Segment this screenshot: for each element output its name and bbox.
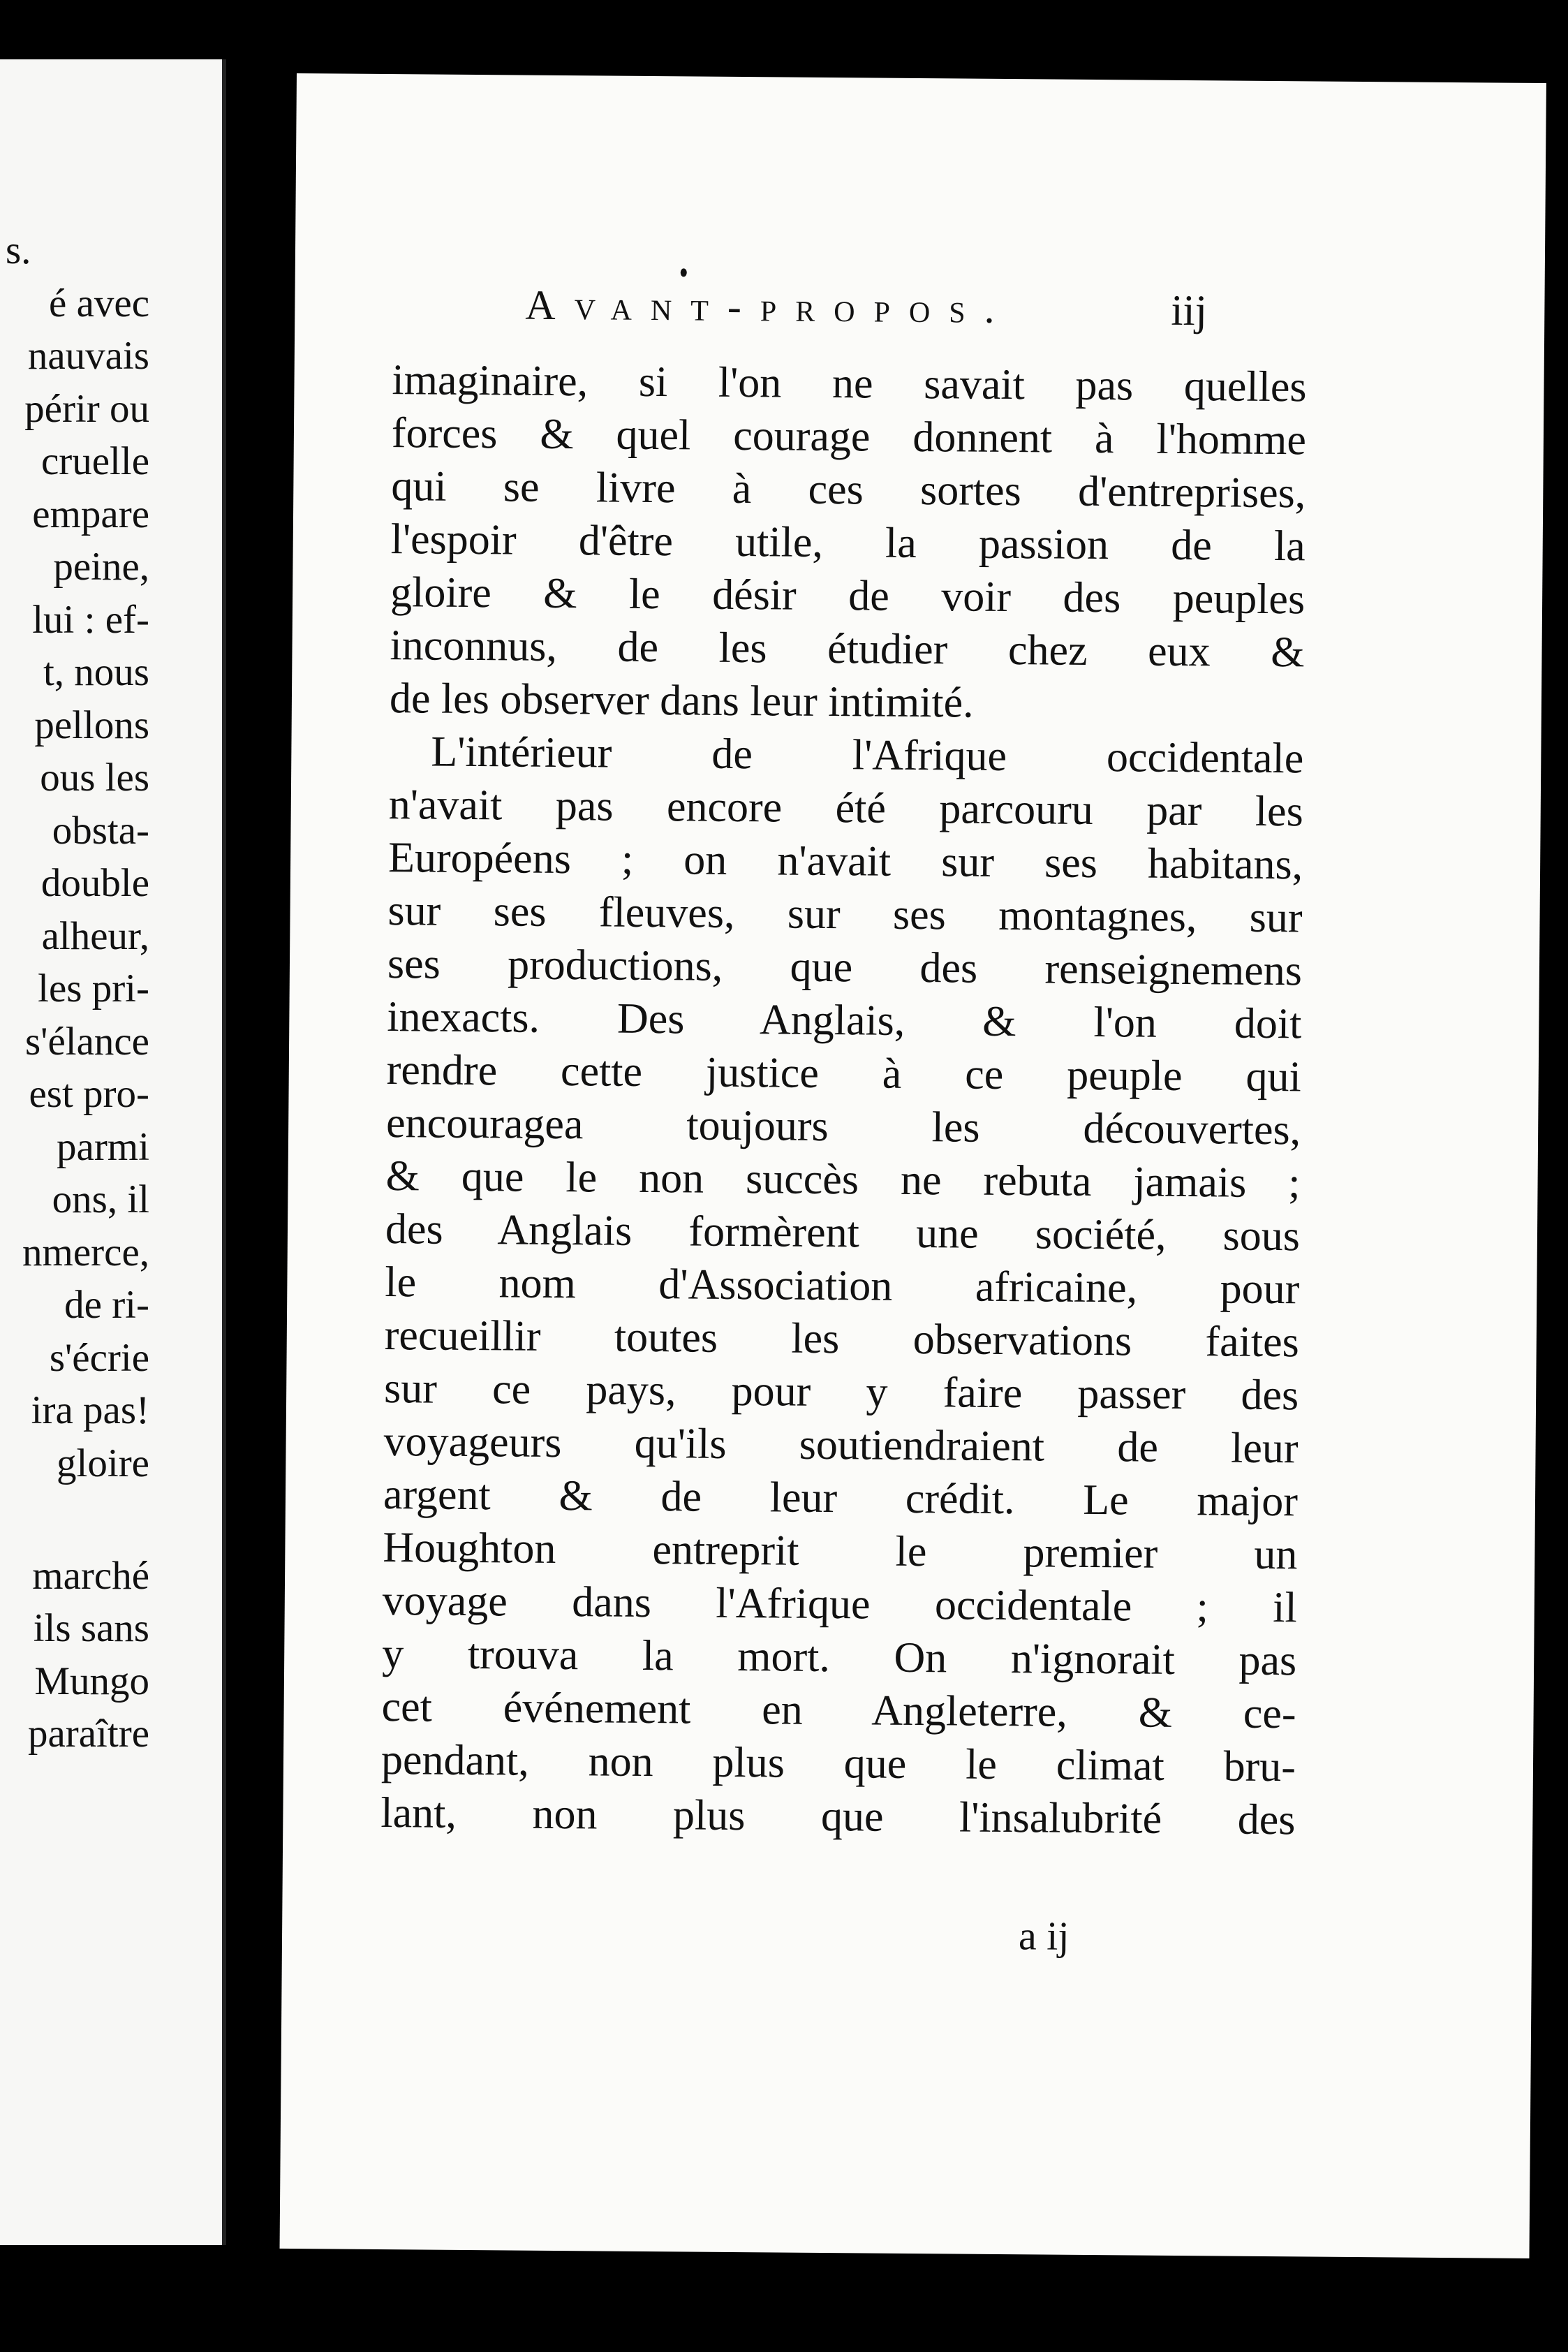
text-line: inexacts. Des Anglais, & l'on doit: [387, 993, 1302, 1048]
left-page-line: est pro-: [29, 1072, 149, 1116]
body-text: [380, 353, 1307, 1846]
left-page-line: ira pas!: [31, 1388, 149, 1432]
left-page-line: pellons: [34, 703, 149, 747]
left-page-line: peine,: [53, 545, 149, 589]
signature-mark: a ij: [1018, 1913, 1070, 1959]
text-line: Européens ; on n'avait sur ses habitans,: [387, 834, 1303, 889]
text-line: le nom d'Association africaine, pour: [385, 1258, 1300, 1314]
text-line: n'avait pas encore été parcouru par les: [388, 781, 1304, 836]
text-line: lant, non plus que l'insalubrité des: [380, 1789, 1296, 1844]
left-page-line: t, nous: [43, 650, 149, 694]
text-line: & que le non succès ne rebuta jamais ;: [385, 1152, 1301, 1207]
left-page-line: gloire: [57, 1441, 149, 1485]
text-line: rendre cette justice à ce peuple qui: [386, 1046, 1302, 1101]
text-line: pendant, non plus que le climat bru-: [380, 1736, 1296, 1791]
left-page-line: cruelle: [40, 439, 149, 483]
text-line: recueillir toutes les observations faites: [384, 1311, 1300, 1367]
left-page-line: périr ou: [24, 386, 149, 431]
text-line: y trouva la mort. On n'ignorait pas: [381, 1630, 1297, 1685]
text-line: L'intérieur de l'Afrique occidentale: [431, 728, 1304, 783]
left-page-line: ils sans: [33, 1606, 149, 1650]
left-page-line: paraître: [27, 1712, 149, 1756]
ink-speck: [681, 268, 687, 277]
text-line: des Anglais formèrent une société, sous: [385, 1205, 1301, 1260]
page-number: iij: [1171, 286, 1208, 335]
left-page-line: s'élance: [25, 1019, 149, 1064]
text-line: cet événement en Angleterre, & ce-: [381, 1683, 1296, 1738]
left-page-line: ous les: [40, 756, 149, 800]
text-line: qui se livre à ces sortes d'entreprises,: [391, 462, 1306, 517]
left-page-line: de ri-: [64, 1283, 149, 1327]
right-page: [280, 73, 1546, 2258]
text-line: forces & quel courage donnent à l'homme: [391, 409, 1307, 464]
left-page-line: nauvais: [27, 334, 149, 378]
left-page-line: marché: [32, 1553, 149, 1598]
text-line: l'espoir d'être utile, la passion de la: [390, 515, 1306, 571]
text-line: sur ce pays, pour y faire passer des: [383, 1365, 1299, 1420]
text-line: encouragea toujours les découvertes,: [385, 1099, 1301, 1154]
text-line: Houghton entreprit le premier un: [383, 1524, 1298, 1579]
left-page-line: alheur,: [41, 913, 149, 958]
left-page: [0, 59, 226, 2245]
left-page-line: s.: [6, 228, 31, 272]
left-page-line: lui : ef-: [32, 597, 149, 642]
text-line: argent & de leur crédit. Le major: [383, 1471, 1299, 1526]
left-page-line: les pri-: [38, 966, 149, 1010]
left-page-line: ons, il: [52, 1177, 149, 1221]
text-line: ses productions, que des renseignemens: [387, 940, 1303, 995]
left-page-line: s'écrie: [49, 1335, 149, 1380]
text-line: gloire & le désir de voir des peuples: [390, 568, 1306, 624]
left-page-line: parmi: [57, 1124, 149, 1169]
text-line: voyageurs qu'ils soutiendraient de leur: [383, 1418, 1299, 1473]
text-line: inconnus, de les étudier chez eux &: [390, 622, 1305, 677]
left-page-line: obsta-: [52, 808, 149, 853]
left-page-line: é avec: [49, 281, 149, 325]
text-line: imaginaire, si l'on ne savait pas quelles: [392, 356, 1307, 411]
left-page-line: empare: [32, 492, 149, 536]
text-line: sur ses fleuves, sur ses montagnes, sur: [387, 887, 1303, 942]
text-line: voyage dans l'Afrique occidentale ; il: [382, 1577, 1298, 1632]
left-page-line: nmerce,: [22, 1230, 149, 1274]
running-head: Avant-propos.: [525, 281, 1014, 332]
left-page-line: double: [40, 861, 149, 905]
text-line: de les observer dans leur intimité.: [389, 675, 974, 727]
left-page-line: Mungo: [34, 1659, 149, 1703]
